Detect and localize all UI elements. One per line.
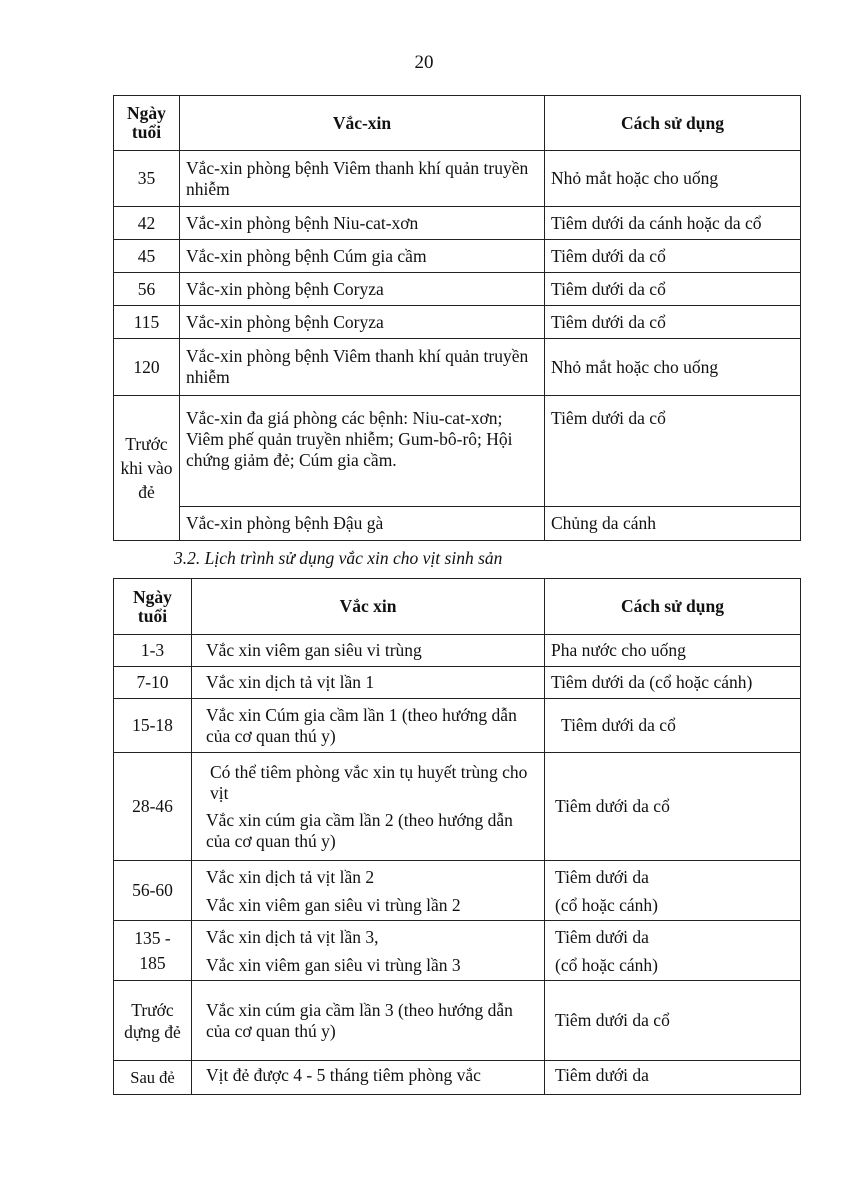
vaccine-line: Có thể tiêm phòng vắc xin tụ huyết trùng cho vịt — [210, 761, 528, 803]
table-row — [114, 699, 801, 753]
table-row — [114, 240, 801, 273]
usage-line: Tiêm dưới da cổ — [555, 796, 670, 816]
usage-line: Tiêm dưới da — [555, 1065, 649, 1085]
row-usage: Tiêm dưới da cánh hoặc da cổ — [545, 207, 801, 240]
row-usage: Tiêm dưới da cổ — [545, 306, 801, 339]
row-usage — [545, 699, 801, 753]
row-usage: Tiêm dưới da cổ — [545, 396, 801, 507]
row-age: 42 — [114, 207, 180, 240]
row-usage — [545, 635, 801, 667]
row-usage — [545, 921, 801, 981]
table-header-row — [114, 579, 801, 635]
table-row — [114, 207, 801, 240]
row-vaccine — [192, 921, 545, 981]
usage-line: Tiêm dưới da cổ — [555, 1010, 670, 1030]
row-vaccine — [192, 635, 545, 667]
vaccine-line: Vắc xin viêm gan siêu vi trùng lần 3 — [206, 954, 461, 975]
row-usage: Nhỏ mắt hoặc cho uống — [545, 151, 801, 207]
table-row — [114, 151, 801, 207]
row-age: 115 — [114, 306, 180, 339]
row-vaccine — [192, 699, 545, 753]
vaccine-line: Vắc xin dịch tả vịt lần 1 — [206, 672, 375, 692]
row-age: 1-3 — [114, 635, 192, 667]
row-usage — [545, 1061, 801, 1095]
page-number: 20 — [414, 52, 434, 73]
row-vaccine: Vắc-xin phòng bệnh Coryza — [180, 306, 545, 339]
table-row — [114, 339, 801, 396]
header-usage: Cách sử dụng — [545, 96, 801, 151]
row-age: 15-18 — [114, 699, 192, 753]
row-age: 45 — [114, 240, 180, 273]
table-row — [114, 635, 801, 667]
vaccine-line: Vắc xin viêm gan siêu vi trùng — [206, 640, 422, 660]
table-row — [114, 861, 801, 921]
vaccine-line: Vắc xin Cúm gia cầm lần 1 (theo hướng dẫn của cơ quan thú y) — [206, 704, 517, 746]
usage-line: (cổ hoặc cánh) — [555, 954, 658, 975]
row-vaccine — [192, 667, 545, 699]
row-vaccine — [192, 981, 545, 1061]
vaccine-line: Vắc xin dịch tả vịt lần 3, — [206, 926, 379, 947]
header-vaccine: Vắc xin — [192, 579, 545, 635]
vaccine-line: Vịt đẻ được 4 - 5 tháng tiêm phòng vắc — [206, 1065, 481, 1085]
table-header-row — [114, 96, 801, 151]
header-age: Ngày tuổi — [114, 579, 192, 635]
vaccine-line: Vắc xin cúm gia cầm lần 3 (theo hướng dẫn của cơ quan thú y) — [206, 999, 513, 1041]
row-vaccine — [192, 1061, 545, 1095]
table-row — [114, 273, 801, 306]
vaccine-line: Vắc xin cúm gia cầm lần 2 (theo hướng dẫn của cơ quan thú y) — [206, 809, 513, 851]
row-vaccine — [192, 861, 545, 921]
row-age: Trước dựng đẻ — [114, 981, 192, 1061]
row-age: 35 — [114, 151, 180, 207]
row-age: 135 - 185 — [114, 921, 192, 981]
table-row — [114, 507, 801, 541]
row-vaccine: Vắc-xin phòng bệnh Viêm thanh khí quản truyền nhiễm — [180, 339, 545, 396]
row-usage: Tiêm dưới da cổ — [545, 273, 801, 306]
row-usage: Tiêm dưới da cổ — [545, 240, 801, 273]
row-age: 120 — [114, 339, 180, 396]
row-usage — [545, 667, 801, 699]
row-vaccine: Vắc-xin phòng bệnh Niu-cat-xơn — [180, 207, 545, 240]
vaccine-line: Vắc xin viêm gan siêu vi trùng lần 2 — [206, 894, 461, 915]
row-usage — [545, 981, 801, 1061]
table-row — [114, 667, 801, 699]
table-row — [114, 1061, 801, 1095]
row-vaccine: Vắc-xin phòng bệnh Cúm gia cầm — [180, 240, 545, 273]
row-vaccine: Vắc-xin đa giá phòng các bệnh: Niu-cat-xơn; Viêm phế quản truyền nhiễm; Gum-bô-rô; Hội chứng giảm đẻ; Cúm gia cầm. — [180, 396, 545, 507]
usage-line: (cổ hoặc cánh) — [555, 894, 658, 915]
table-row — [114, 921, 801, 981]
section-caption: 3.2. Lịch trình sử dụng vắc xin cho vịt sinh sản — [174, 548, 503, 568]
header-usage: Cách sử dụng — [545, 579, 801, 635]
header-vaccine: Vắc-xin — [180, 96, 545, 151]
row-usage — [545, 861, 801, 921]
row-age: 7-10 — [114, 667, 192, 699]
header-age: Ngày tuổi — [114, 96, 180, 151]
usage-line: Tiêm dưới da — [555, 926, 649, 947]
row-age: 56 — [114, 273, 180, 306]
table-row — [114, 396, 801, 507]
row-age: 28-46 — [114, 753, 192, 861]
table-row — [114, 753, 801, 861]
table-row — [114, 306, 801, 339]
row-usage: Chủng da cánh — [545, 507, 801, 541]
usage-line: Tiêm dưới da (cổ hoặc cánh) — [551, 672, 753, 692]
row-usage: Nhỏ mắt hoặc cho uống — [545, 339, 801, 396]
row-age: 56-60 — [114, 861, 192, 921]
vaccine-line: Vắc xin dịch tả vịt lần 2 — [206, 866, 375, 887]
row-vaccine: Vắc-xin phòng bệnh Viêm thanh khí quản truyền nhiễm — [180, 151, 545, 207]
row-vaccine: Vắc-xin phòng bệnh Coryza — [180, 273, 545, 306]
chicken-vaccine-table — [113, 95, 801, 541]
row-vaccine — [192, 753, 545, 861]
row-age: Trước khi vào đẻ — [114, 396, 180, 541]
row-vaccine: Vắc-xin phòng bệnh Đậu gà — [180, 507, 545, 541]
usage-line: Tiêm dưới da cổ — [561, 715, 676, 735]
row-usage — [545, 753, 801, 861]
table-row — [114, 981, 801, 1061]
row-age: Sau đẻ — [114, 1061, 192, 1095]
usage-line: Pha nước cho uống — [551, 640, 686, 660]
duck-vaccine-table — [113, 578, 801, 1095]
usage-line: Tiêm dưới da — [555, 866, 649, 887]
